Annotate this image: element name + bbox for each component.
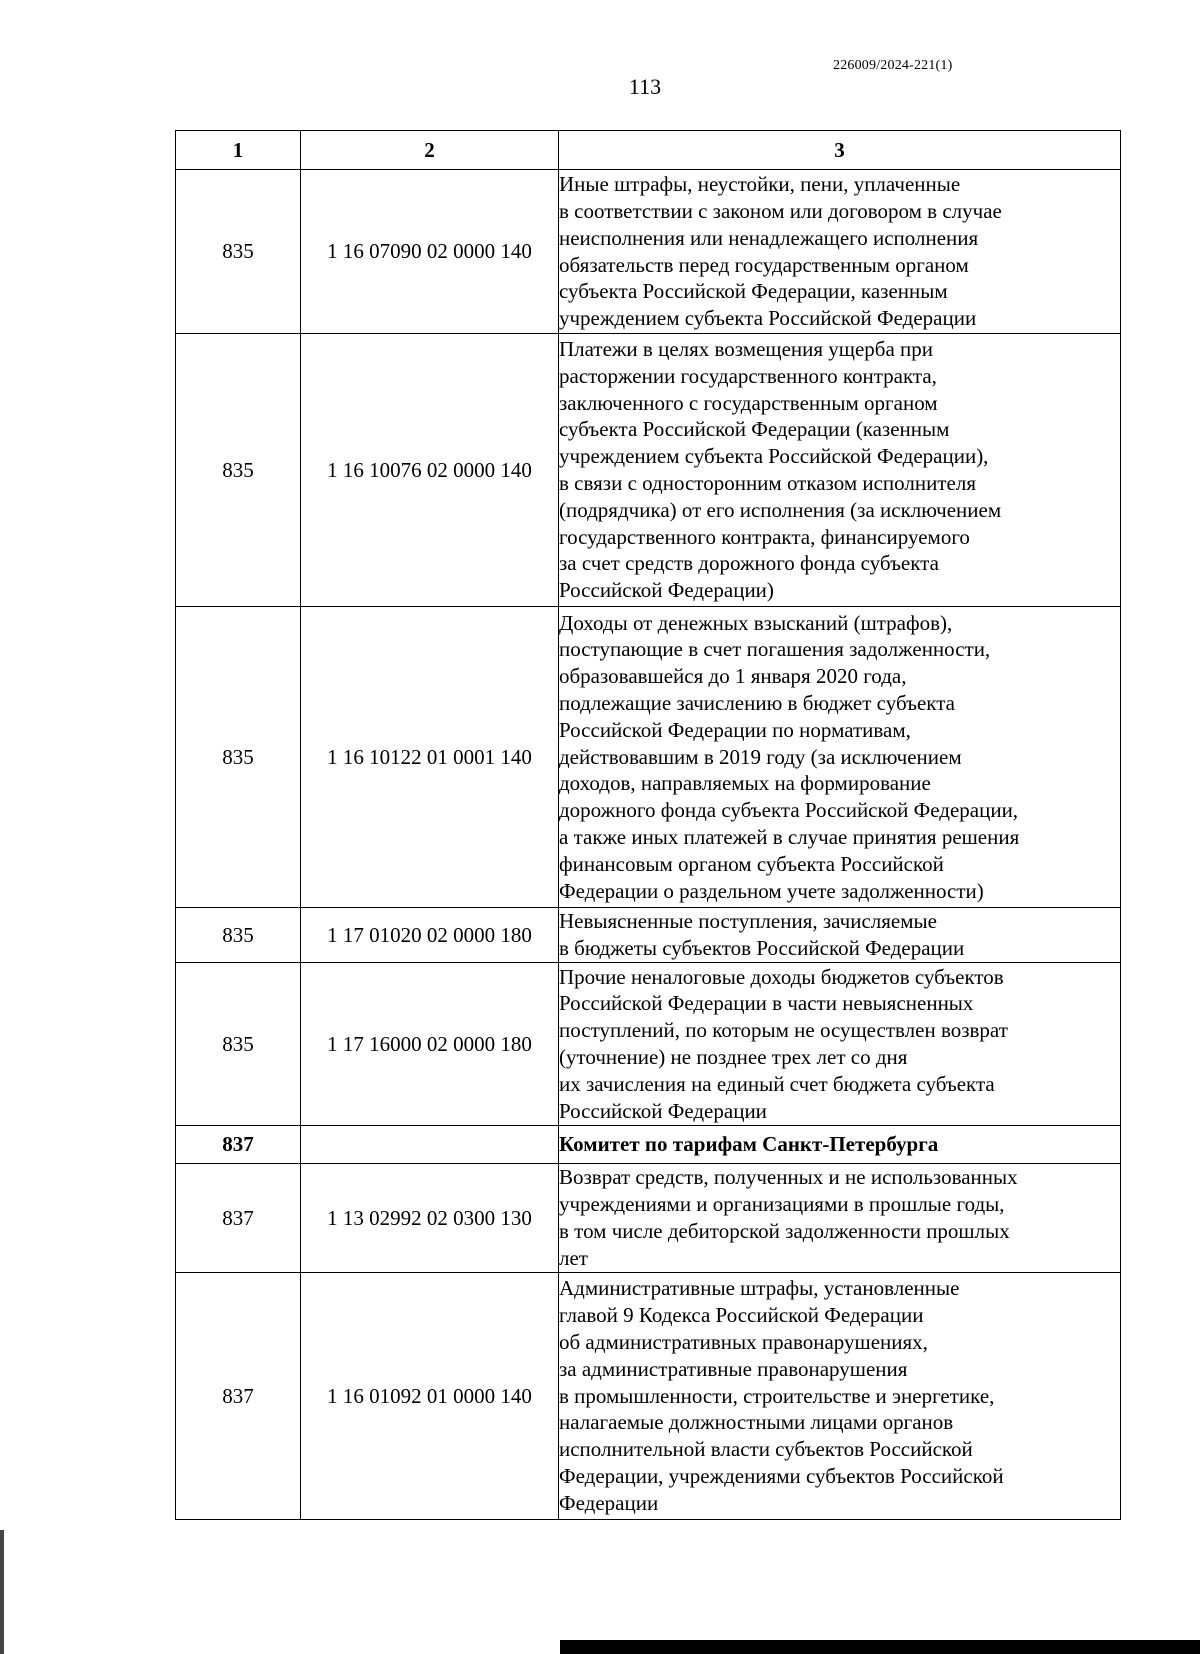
description-line: подлежащие зачислению в бюджет субъекта bbox=[559, 691, 955, 715]
description-line: в связи с односторонним отказом исполнителя bbox=[559, 471, 976, 495]
description-line: неисполнения или ненадлежащего исполнения bbox=[559, 225, 979, 250]
description-line: Прочие неналоговые доходы бюджетов субъектов bbox=[559, 964, 1004, 989]
admin-code-cell: 835 bbox=[176, 908, 301, 963]
table-header-row bbox=[176, 131, 1121, 170]
description-line: дорожного фонда субъекта Российской Федерации, bbox=[559, 798, 1019, 823]
description-line: налагаемые должностными лицами органов bbox=[559, 1410, 954, 1435]
description-line: (подрядчика) от его исполнения (за исключением bbox=[559, 497, 1002, 522]
revenue-code-cell: 1 13 02992 02 0300 130 bbox=[301, 1164, 559, 1273]
description-line: главой 9 Кодекса Российской Федерации bbox=[559, 1303, 924, 1328]
section-title-cell bbox=[559, 1126, 1121, 1164]
description-line: лет bbox=[559, 1245, 588, 1270]
table-row bbox=[176, 1164, 1121, 1273]
description-line: за административные правонарушения bbox=[559, 1356, 908, 1381]
description-line: учреждением субъекта Российской Федерации bbox=[559, 306, 977, 331]
description-line: за счет средств дорожного фонда субъекта bbox=[559, 551, 939, 576]
description-line: государственного контракта, финансируемого bbox=[559, 524, 970, 549]
description-line: доходов, направляемых на формирование bbox=[559, 771, 931, 796]
description-line: Возврат средств, полученных и не использованных bbox=[559, 1165, 1018, 1190]
description-line: Российской Федерации в части невыясненных bbox=[559, 991, 974, 1016]
description-line: учреждениями и организациями в прошлые годы, bbox=[559, 1192, 1005, 1217]
revenue-code-cell bbox=[301, 1126, 559, 1164]
admin-code-cell: 835 bbox=[176, 170, 301, 334]
revenue-code-cell: 1 16 10122 01 0001 140 bbox=[301, 607, 559, 908]
admin-code-cell: 835 bbox=[176, 963, 301, 1126]
description-line: образовавшейся до 1 января 2020 года, bbox=[559, 664, 907, 689]
description-cell bbox=[559, 334, 1121, 607]
description-line: их зачисления на единый счет бюджета субъекта bbox=[559, 1071, 995, 1096]
description-line: в соответствии с законом или договором в случае bbox=[559, 198, 1002, 223]
revenue-code-cell: 1 17 16000 02 0000 180 bbox=[301, 963, 559, 1126]
description-line: Иные штрафы, неустойки, пени, уплаченные bbox=[559, 172, 961, 197]
revenue-code-cell: 1 17 01020 02 0000 180 bbox=[301, 908, 559, 963]
description-line: Российской Федерации по нормативам, bbox=[559, 717, 911, 742]
description-line: финансовым органом субъекта Российской bbox=[559, 851, 944, 876]
document-id: 226009/2024-221(1) bbox=[833, 58, 953, 73]
description-line: обязательств перед государственным органом bbox=[559, 252, 969, 277]
table-row bbox=[176, 1273, 1121, 1520]
description-line: Федерации о раздельном учете задолженности) bbox=[559, 878, 984, 903]
description-line: поступлений, по которым не осуществлен возврат bbox=[559, 1018, 1008, 1043]
description-line: субъекта Российской Федерации (казенным bbox=[559, 417, 950, 442]
description-line: заключенного с государственным органом bbox=[559, 390, 938, 415]
admin-code-cell: 837 bbox=[176, 1126, 301, 1164]
description-cell bbox=[559, 607, 1121, 908]
description-line: Российской Федерации bbox=[559, 1098, 767, 1123]
admin-code-cell: 837 bbox=[176, 1164, 301, 1273]
description-cell bbox=[559, 1164, 1121, 1273]
description-line: действовавшим в 2019 году (за исключением bbox=[559, 744, 962, 769]
description-line: в промышленности, строительстве и энергетике, bbox=[559, 1383, 995, 1408]
table-row bbox=[176, 963, 1121, 1126]
description-line: Невыясненные поступления, зачисляемые bbox=[559, 909, 937, 934]
table-row bbox=[176, 170, 1121, 334]
description-line: а также иных платежей в случае принятия решения bbox=[559, 824, 1020, 849]
description-line: об административных правонарушениях, bbox=[559, 1330, 928, 1354]
column-header-3: 3 bbox=[559, 131, 1121, 170]
description-cell bbox=[559, 963, 1121, 1126]
description-line: в том числе дебиторской задолженности прошлых bbox=[559, 1219, 1010, 1243]
admin-code-cell: 835 bbox=[176, 607, 301, 908]
description-cell bbox=[559, 170, 1121, 334]
description-line: субъекта Российской Федерации, казенным bbox=[559, 279, 948, 304]
column-header-2: 2 bbox=[301, 131, 559, 170]
description-line: учреждением субъекта Российской Федерации), bbox=[559, 444, 989, 469]
description-line: Российской Федерации) bbox=[559, 578, 774, 603]
description-cell bbox=[559, 908, 1121, 963]
section-title: Комитет по тарифам Санкт-Петербурга bbox=[559, 1132, 939, 1157]
page-number: 113 bbox=[628, 74, 662, 99]
description-line: Административные штрафы, установленные bbox=[559, 1276, 960, 1301]
scan-bottom-bar bbox=[560, 1640, 1200, 1654]
description-line: Доходы от денежных взысканий (штрафов), bbox=[559, 610, 953, 635]
revenue-code-cell: 1 16 01092 01 0000 140 bbox=[301, 1273, 559, 1520]
table-row bbox=[176, 908, 1121, 963]
description-line: Федерации bbox=[559, 1490, 659, 1515]
section-header-row bbox=[176, 1126, 1121, 1164]
table-row bbox=[176, 334, 1121, 607]
description-line: (уточнение) не позднее трех лет со дня bbox=[559, 1045, 908, 1069]
description-line: Федерации, учреждениями субъектов Российской bbox=[559, 1463, 1004, 1488]
revenue-code-cell: 1 16 10076 02 0000 140 bbox=[301, 334, 559, 607]
description-cell bbox=[559, 1273, 1121, 1520]
description-line: поступающие в счет погашения задолженности, bbox=[559, 637, 991, 662]
budget-code-table bbox=[175, 130, 1121, 1520]
description-line: в бюджеты субъектов Российской Федерации bbox=[559, 936, 965, 960]
admin-code-cell: 837 bbox=[176, 1273, 301, 1520]
description-line: исполнительной власти субъектов Российской bbox=[559, 1437, 973, 1462]
description-line: Платежи в целях возмещения ущерба при bbox=[559, 337, 934, 362]
column-header-1: 1 bbox=[176, 131, 301, 170]
admin-code-cell: 835 bbox=[176, 334, 301, 607]
table-row bbox=[176, 607, 1121, 908]
description-line: расторжении государственного контракта, bbox=[559, 363, 937, 388]
revenue-code-cell: 1 16 07090 02 0000 140 bbox=[301, 170, 559, 334]
scan-edge-shadow bbox=[0, 1530, 4, 1654]
